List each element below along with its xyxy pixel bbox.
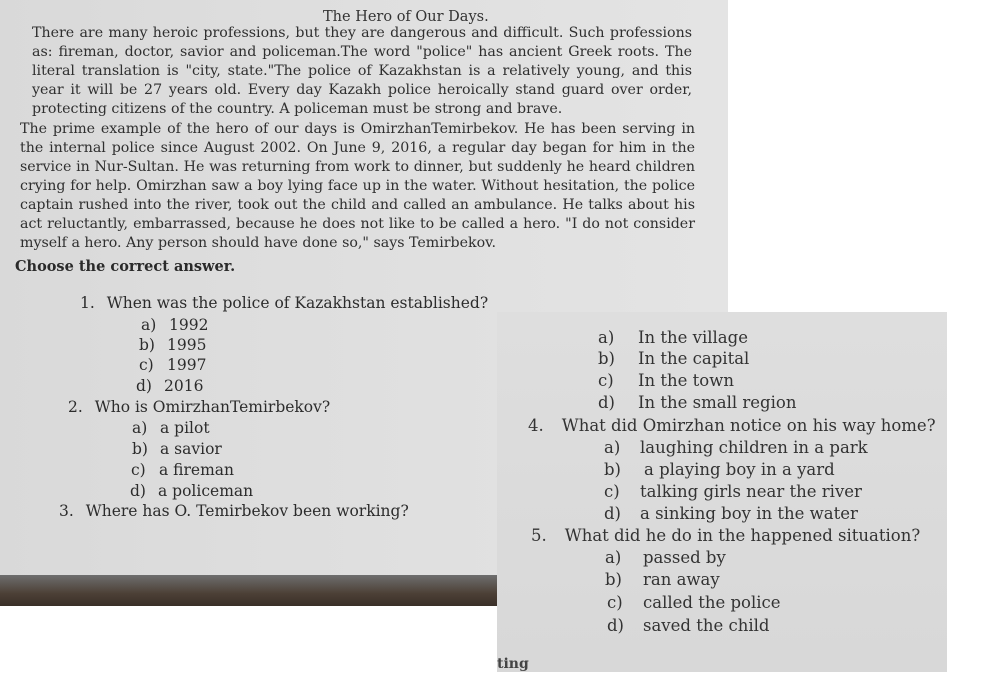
question-text: When was the police of Kazakhstan established? [106,294,489,312]
question-text: What did Omirzhan notice on his way home? [561,416,936,435]
instruction: Choose the correct answer. [15,258,236,275]
paragraph-hero-story: The prime example of the hero of our days is OmirzhanTemirbekov. He has been serving in the internal police since August 2002. On June 9, 2016, a regular day began for him in the service in Nur-Sultan. He was returning from work to dinner, but suddenly he heard children crying for help. Omirzhan saw a boy lying face up in the water. Without hesitation, the police captain rushed into the river, took out the child and called an ambulance. He talks about his act reluctantly, embarrassed, because he does not like to be called a hero. "I do not consider myself a hero. Any person should have done so," says Temirbekov. [20,121,695,251]
text-title: The Hero of Our Days. [323,9,489,25]
option: d) a policeman [130,482,254,500]
option: d) In the small region [598,393,797,412]
option: c) 1997 [139,356,207,374]
question-3 [59,502,409,520]
question-number: 1. [80,294,95,312]
question-5 [531,526,920,545]
option: b) 1995 [139,336,207,354]
question-number: 4. [528,416,544,435]
option: d) a sinking boy in the water [604,504,858,523]
option: a) 1992 [141,316,209,334]
worksheet-page-right [497,312,947,672]
option: c) a fireman [131,461,235,479]
option: b) In the capital [598,349,750,368]
option: c) In the town [598,371,734,390]
option: b) a playing boy in a yard [604,460,835,479]
question-number: 5. [531,526,547,545]
question-2 [68,398,330,416]
option: d) saved the child [607,616,770,635]
option: a) a pilot [132,419,210,437]
option: b) a savior [132,440,222,458]
question-text: What did he do in the happened situation? [564,526,921,545]
question-1 [80,294,488,312]
option: a) In the village [598,328,748,347]
question-number: 3. [59,502,74,520]
option: d) 2016 [136,377,204,395]
option: b) ran away [605,570,720,589]
paragraph-intro: There are many heroic professions, but they are dangerous and difficult. Such professions as: fireman, doctor, savior and policeman.The word "police" has ancient Greek roots. The literal translation is "city, state."The police of Kazakhstan is a relatively young, and this year it will be 27 years old. Every day Kazakh police heroically stand guard over order, protecting citizens of the country. A policeman must be strong and brave. [32,25,692,117]
option: a) laughing children in a park [604,438,868,457]
option: c) talking girls near the river [604,482,862,501]
question-text: Who is OmirzhanTemirbekov? [94,398,331,416]
option: c) called the police [607,593,781,612]
question-4 [528,416,936,435]
option: a) passed by [605,548,726,567]
question-text: Where has O. Temirbekov been working? [85,502,409,520]
cropped-edge-text: ting [497,656,529,672]
question-number: 2. [68,398,83,416]
